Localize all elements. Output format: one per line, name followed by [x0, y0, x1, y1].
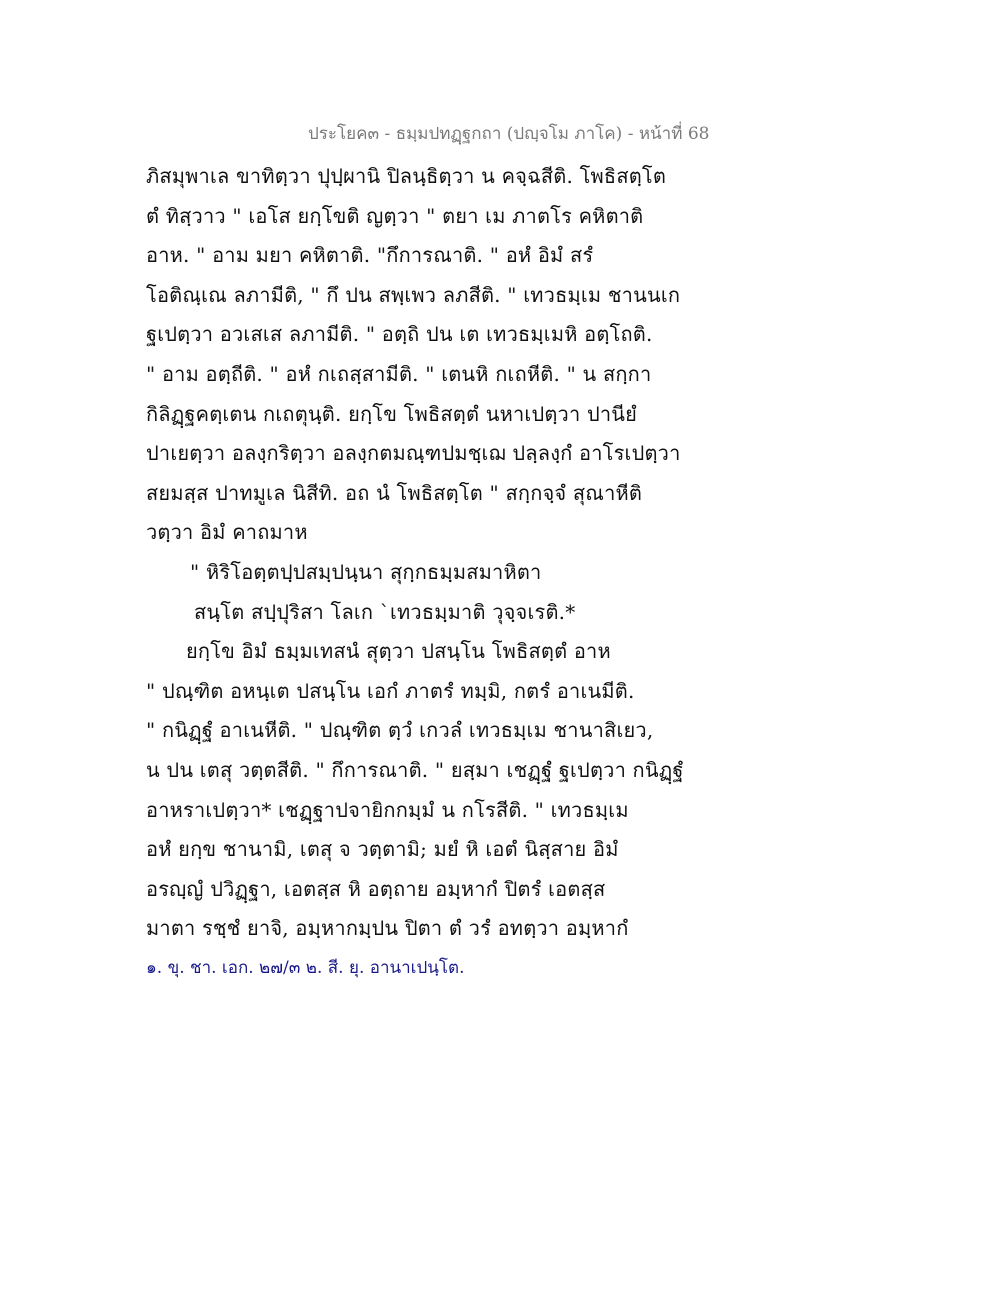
text-line: อาหราเปตฺวา* เชฏฺฐาปจายิกกมฺมํ น กโรสีติ. " เทวธมฺเม [146, 797, 629, 822]
text-line: ภิสมุพาเล ขาทิตฺวา ปุปฺผานิ ปิลนฺธิตฺวา น คจฺฉสีติ. โพธิสตฺโต [146, 164, 667, 188]
text-line: สยมสฺส ปาทมูเล นิสีทิ. อถ นํ โพธิสตฺโต " สกฺกจฺจํ สุณาหีติ [146, 480, 643, 505]
verse-line: " หิริโอตฺตปฺปสมฺปนฺนา สุกฺกธมฺมสมาหิตา [190, 559, 542, 584]
text-line: อรญฺญํ ปวิฏฺฐา, เอตสฺส หิ อตฺถาย อมฺหากํ ปิตรํ เอตสฺส [146, 876, 606, 901]
text-line: มาตา รชฺชํ ยาจิ, อมฺหากมฺปน ปิตา ตํ วรํ อทตฺวา อมฺหากํ [146, 916, 629, 941]
text-line: น ปน เตสุ วตฺตสีติ. " กึการณาติ. " ยสฺมา เชฏฺฐํ ฐเปตฺวา กนิฏฺฐํ [146, 757, 684, 782]
text-line: โอติณฺเณ ลภามีติ, " กึ ปน สพฺเพว ลภสีติ. " เทวธมฺเม ชานนเก [146, 282, 681, 307]
text-line: " ปณฺฑิต อหนฺเต ปสนฺโน เอกํ ภาตรํ ทมฺมิ, กตรํ อาเนมีติ. [146, 678, 635, 703]
text-line: ตํ ทิสฺวาว " เอโส ยกฺโขติ ญตฺวา " ตยา เม ภาตโร คหิตาติ [146, 203, 644, 228]
text-line: กิลิฏฺฐคตฺเตน กเถตุนฺติ. ยกฺโข โพธิสตฺตํ นหาเปตฺวา ปานียํ [146, 401, 638, 426]
page-header: ประโยค๓ - ธมฺมปทฏฺฐกถา (ปญฺจโม ภาโค) - หน้าที่ 68 [308, 124, 710, 144]
text-line: อาห. " อาม มยา คหิตาติ. "กึการณาติ. " อหํ อิมํ สรํ [146, 243, 594, 268]
text-line: อหํ ยกฺข ชานามิ, เตสุ จ วตฺตามิ; มยํ หิ เอตํ นิสฺสาย อิมํ [146, 837, 619, 862]
text-line: ฐเปตฺวา อวเสเส ลภามีติ. " อตฺถิ ปน เต เทวธมฺเมหิ อตฺโถติ. [146, 322, 653, 347]
footnote: ๑. ขุ. ชา. เอก. ๒๗/๓ ๒. สี. ยุ. อานาเปนฺโต. [146, 958, 465, 978]
verse-line: สนฺโต สปฺปุริสา โลเก `เทวธมฺมาติ วุจฺจเรติ.* [194, 599, 576, 624]
text-line: " กนิฏฺฐํ อาเนหีติ. " ปณฺฑิต ตฺวํ เกวลํ เทวธมฺเม ชานาสิเยว, [146, 718, 654, 743]
body-text [146, 157, 686, 949]
text-line: ยกฺโข อิมํ ธมฺมเทสนํ สุตฺวา ปสนฺโน โพธิสตฺตํ อาห [186, 639, 611, 664]
text-line: ปาเยตฺวา อลงฺกริตฺวา อลงฺกตมณฺฑปมชฺเฌ ปลฺลงฺกํ อาโรเปตฺวา [146, 441, 681, 466]
text-line: วตฺวา อิมํ คาถมาห [146, 520, 308, 545]
text-line: " อาม อตฺถีติ. " อหํ กเถสฺสามีติ. " เตนหิ กเถหีติ. " น สกฺกา [146, 361, 652, 386]
